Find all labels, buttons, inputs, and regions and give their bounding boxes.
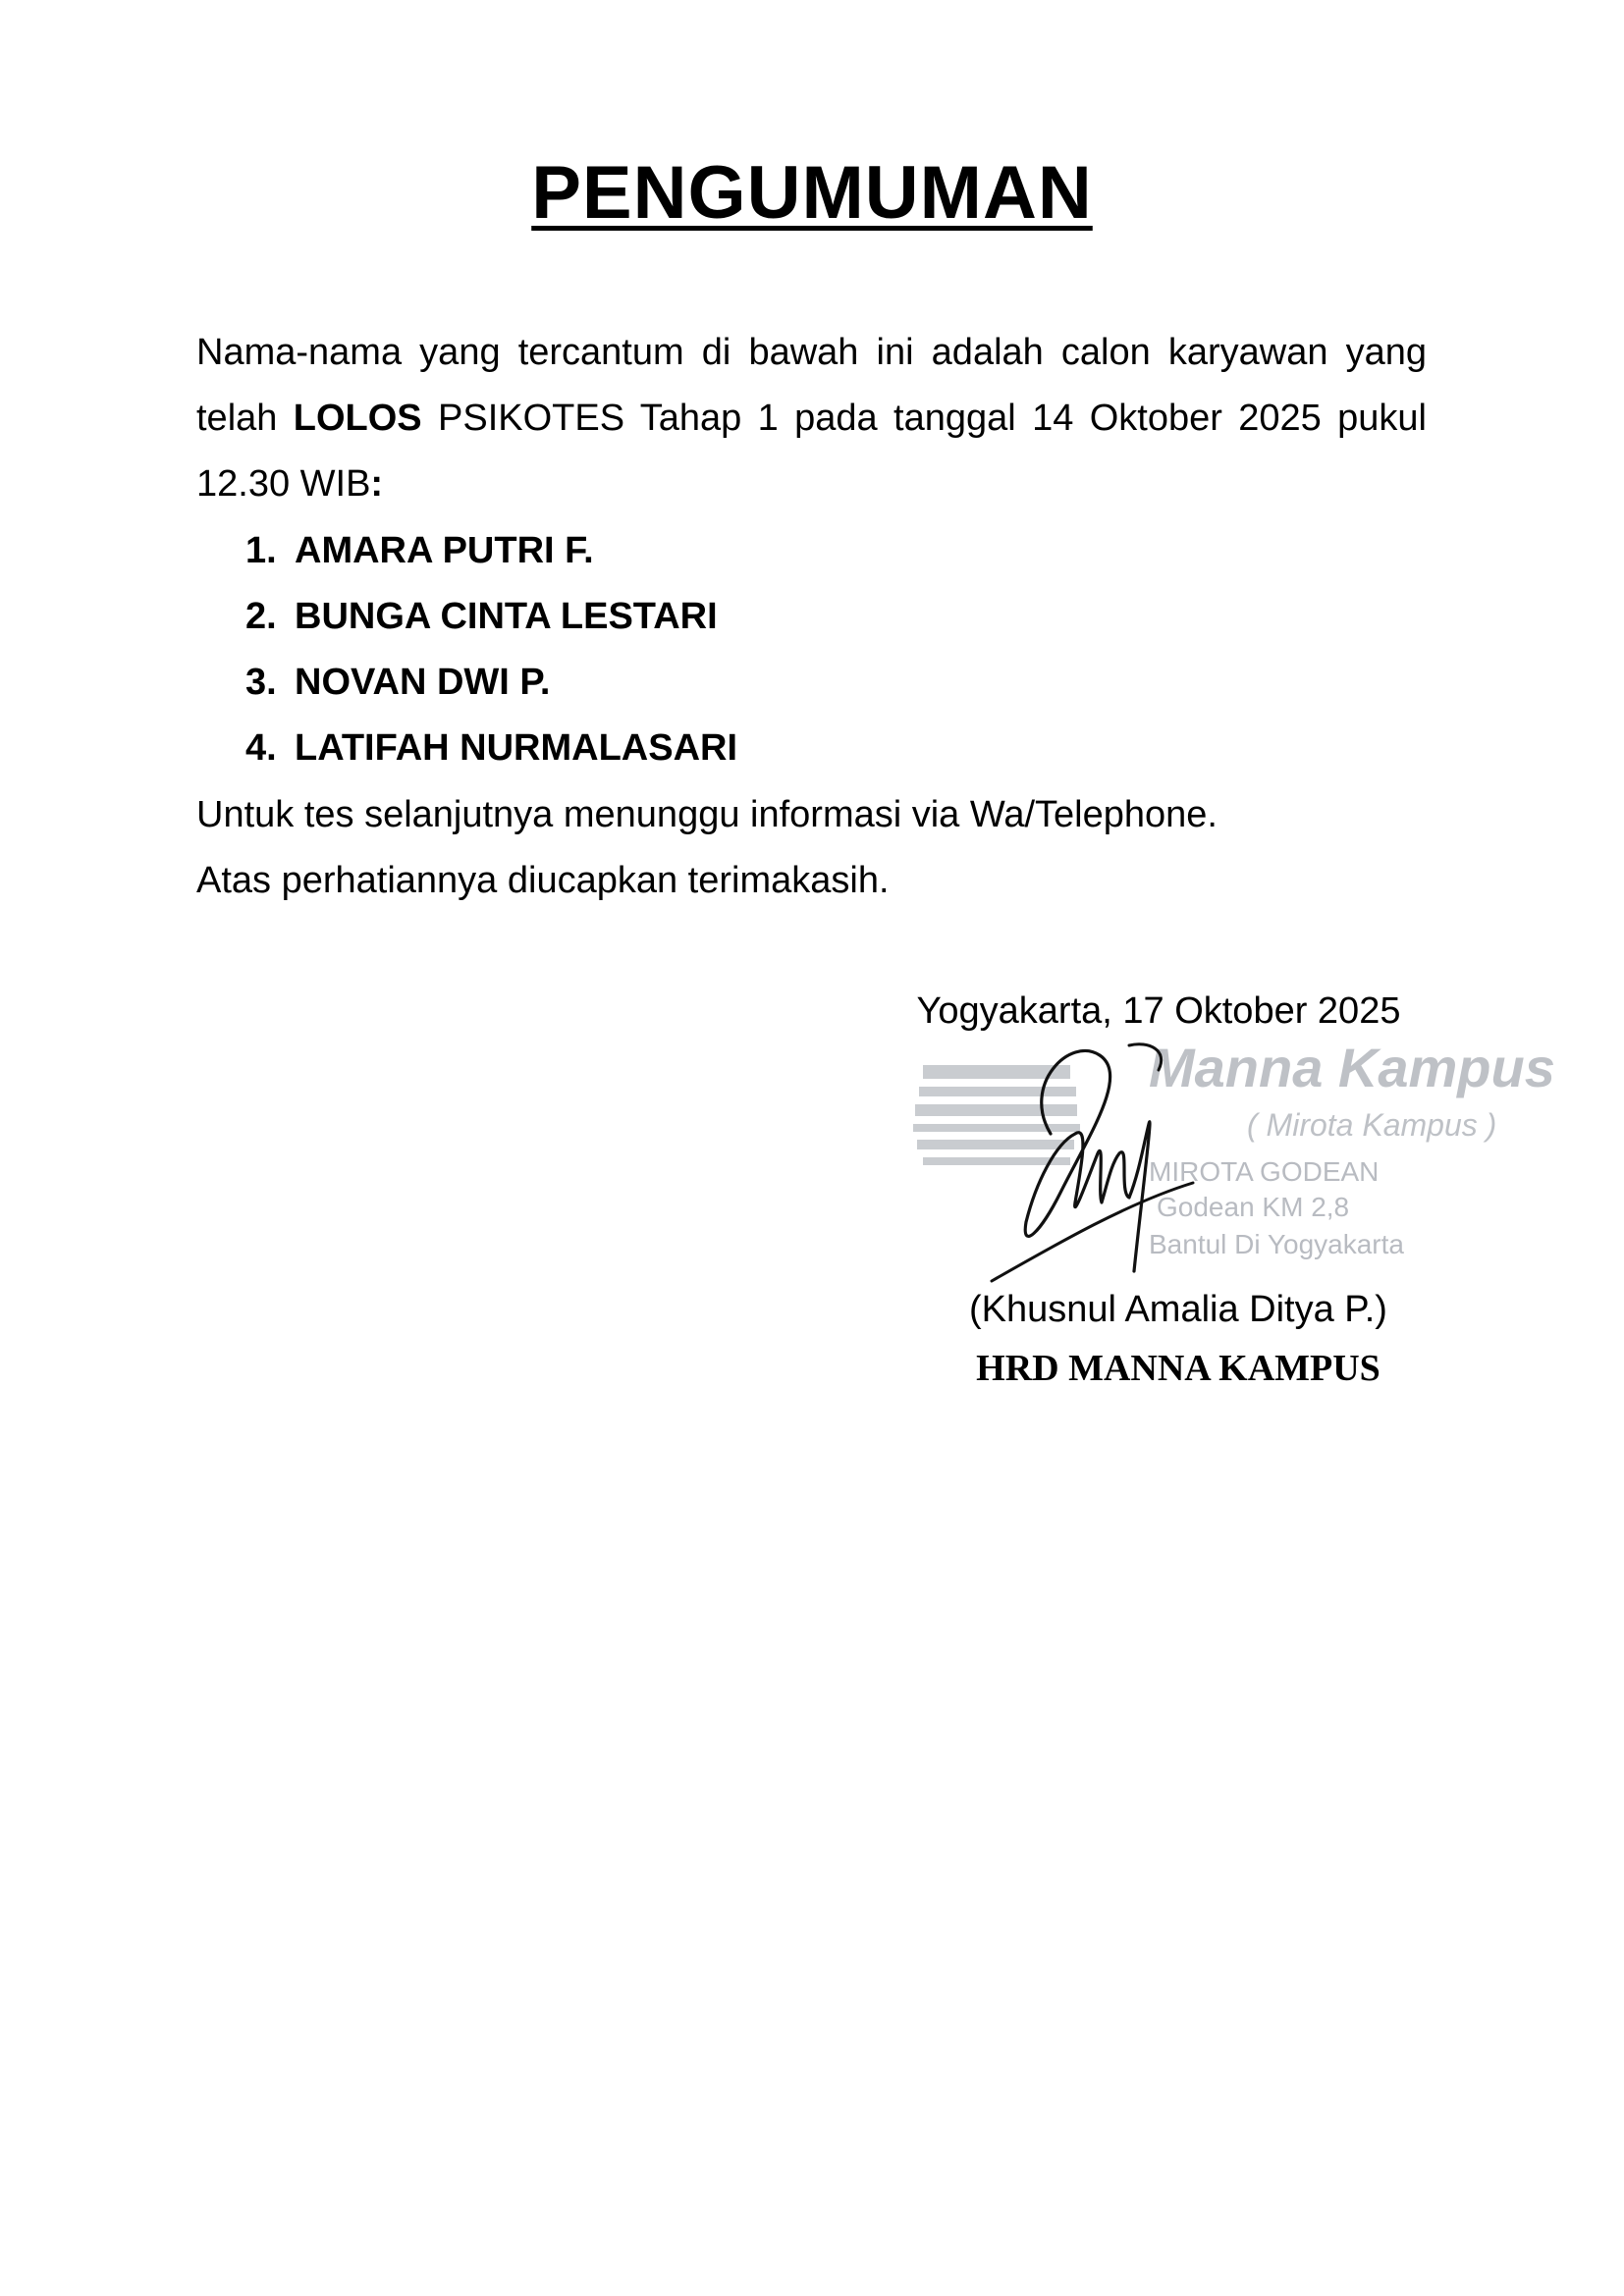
signature-underline xyxy=(992,1183,1193,1281)
candidate-name: AMARA PUTRI F. xyxy=(295,530,594,571)
followup-text: Untuk tes selanjutnya menunggu informasi via Wa/Telephone. xyxy=(196,794,1218,835)
stamp-sub-brand: ( Mirota Kampus ) xyxy=(1247,1107,1497,1143)
intro-text-end: PSIKOTES Tahap 1 pada tanggal 14 Oktober 2025 pukul 12.30 WIB xyxy=(196,398,1427,505)
intro-paragraph xyxy=(196,320,1427,517)
list-item xyxy=(196,518,1427,584)
place-date: Yogyakarta, 17 Oktober 2025 xyxy=(916,990,1401,1032)
candidate-name: NOVAN DWI P. xyxy=(295,662,551,703)
intro-colon: : xyxy=(370,463,384,505)
signer-name: (Khusnul Amalia Ditya P.) xyxy=(969,1289,1387,1330)
list-item xyxy=(196,584,1427,650)
list-item-number: 3. xyxy=(245,662,277,703)
signature-flourish xyxy=(1129,1044,1162,1070)
list-item-number: 1. xyxy=(245,530,277,571)
list-item-number: 4. xyxy=(245,727,277,769)
candidate-list xyxy=(196,518,1427,781)
stamp-line2: Godean KM 2,8 xyxy=(1157,1192,1350,1222)
signature-stroke xyxy=(1025,1050,1150,1271)
list-item xyxy=(196,650,1427,716)
candidate-name: LATIFAH NURMALASARI xyxy=(295,727,738,769)
intro-text-start: Nama-nama yang tercantum di bawah ini adalah calon karyawan yang telah xyxy=(196,332,1427,439)
signer-title: HRD MANNA KAMPUS xyxy=(976,1348,1380,1389)
page-title-text: PENGUMUMAN xyxy=(531,151,1093,235)
stamp-line1: MIROTA GODEAN xyxy=(1149,1156,1380,1187)
candidate-name: BUNGA CINTA LESTARI xyxy=(295,596,718,637)
handwritten-signature xyxy=(982,1026,1198,1291)
stamp-line3: Bantul Di Yogyakarta xyxy=(1149,1229,1404,1259)
intro-bold-lolos: LOLOS xyxy=(293,398,422,439)
list-item-number: 2. xyxy=(245,596,277,637)
page-title xyxy=(0,149,1624,238)
thanks-text: Atas perhatiannya diucapkan terimakasih. xyxy=(196,860,890,901)
stamp-brand: Manna Kampus xyxy=(1149,1037,1555,1098)
list-item xyxy=(196,716,1427,781)
